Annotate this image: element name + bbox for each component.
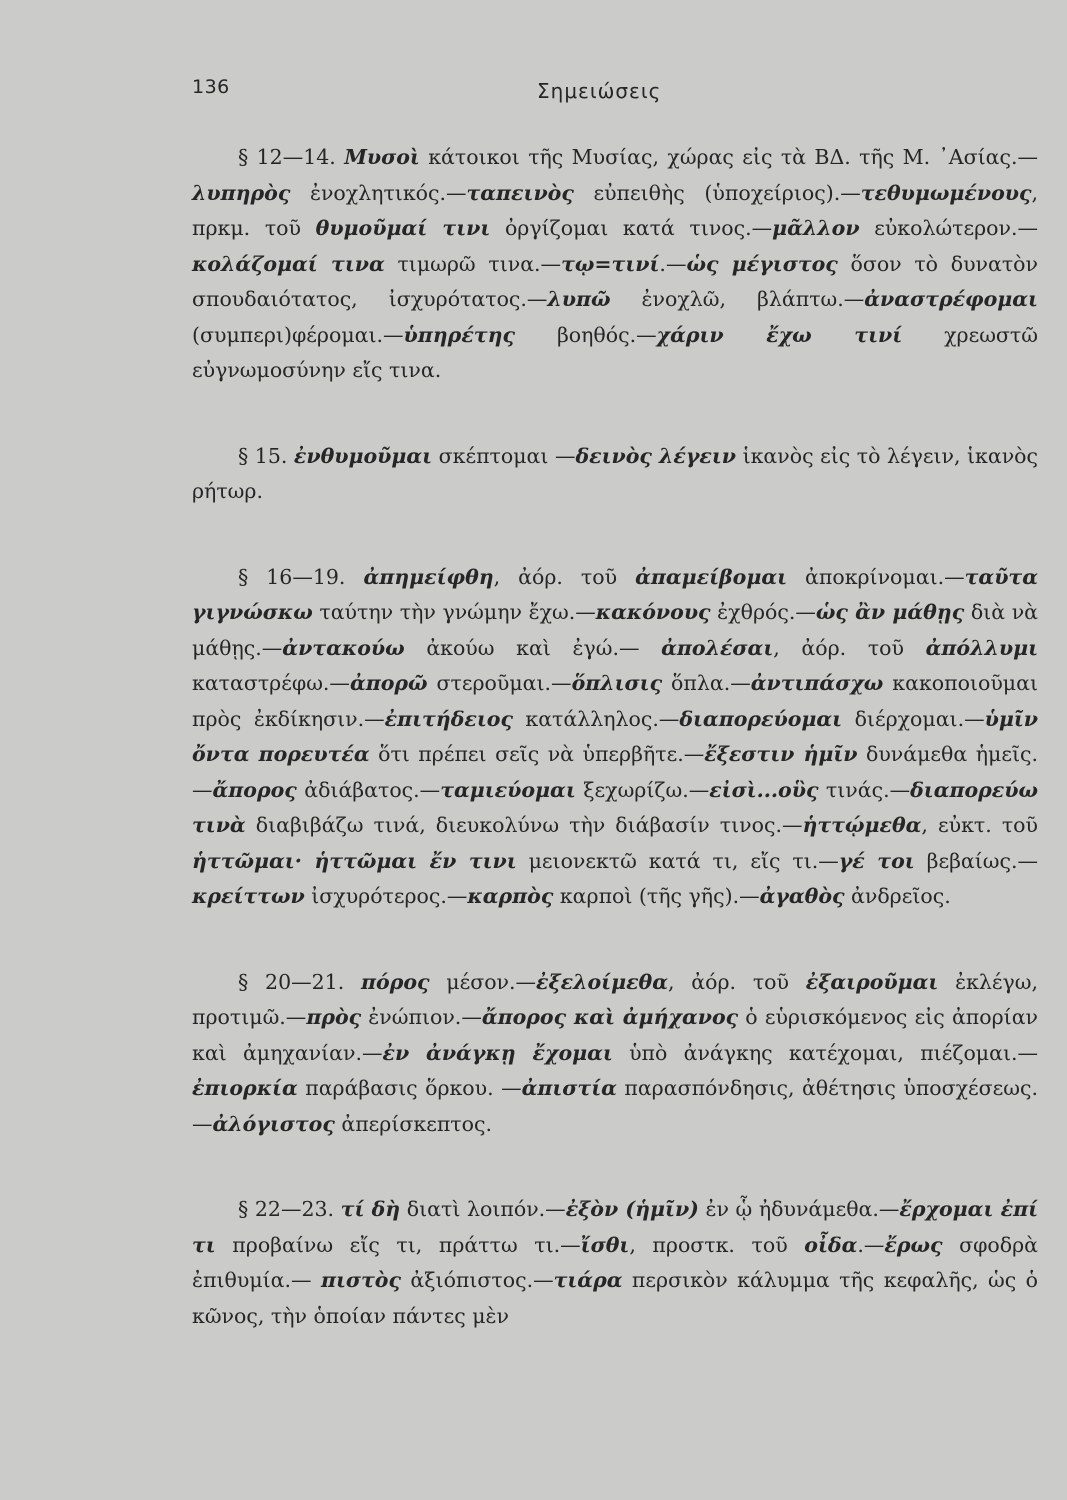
gloss-text: διὰ νὰ μάθῃς.—: [192, 600, 1038, 660]
gloss-text: ἐνώπιον.—: [361, 1005, 482, 1029]
gloss-text: , ἀόρ. τοῦ: [667, 969, 806, 994]
headword: διαπορεύω τινὰ: [192, 777, 1038, 837]
headword: ἀγαθὸς: [759, 884, 845, 908]
headword: κακόνους: [595, 600, 711, 624]
gloss-text: , ἀόρ. τοῦ: [773, 635, 926, 660]
headword: κρείττων: [192, 884, 305, 908]
gloss-text: .—: [857, 1232, 885, 1257]
headword: ὡς μέγιστος: [686, 251, 838, 276]
gloss-text: , ἀόρ. τοῦ: [493, 564, 636, 589]
gloss-text: ὅτι πρέπει σεῖς νὰ ὑπερβῆτε.—: [369, 742, 705, 766]
headword: ἔρως: [884, 1232, 943, 1257]
gloss-text: ἀπερίσκεπτος.: [334, 1111, 492, 1136]
headword: ἐν ἀνάγκῃ ἔχομαι: [382, 1040, 613, 1065]
headword: ἀντακούω: [282, 635, 405, 660]
headword: λυπῶ: [547, 287, 611, 311]
page-header: [192, 76, 1040, 106]
note-section-16-19: [192, 560, 1038, 915]
gloss-text: ὅπλα.—: [662, 671, 751, 695]
headword: μᾶλλον: [772, 216, 860, 240]
gloss-text: κάτοικοι τῆς Μυσίας, χώρας εἰς τὰ ΒΔ. τῆς Μ. ᾿Ασίας.—: [419, 145, 1038, 169]
gloss-text: κακοποιοῦμαι πρὸς ἐκδίκησιν.—: [192, 671, 1038, 731]
headword: ἀναστρέφομαι: [864, 287, 1038, 311]
headword: διαπορεύομαι: [679, 706, 843, 731]
running-title: Σημειώσεις: [537, 79, 662, 103]
gloss-text: παράβασις ὅρκου. —: [297, 1076, 522, 1100]
note-section-15: [192, 439, 1038, 510]
gloss-text: χρεωστῶ εὐγνωμοσύνην εἴς τινα.: [192, 322, 1038, 382]
headword: ἐξελοίμεθα: [536, 969, 668, 994]
headword: ἀπορῶ: [349, 671, 428, 695]
headword: ταπεινὸς: [466, 180, 574, 205]
page-number: 136: [192, 76, 230, 98]
gloss-text: σκέπτομαι —: [432, 443, 576, 468]
gloss-text: § 15.: [238, 443, 294, 468]
headword: ἐνθυμοῦμαι: [293, 443, 433, 468]
gloss-text: ἐν ᾧ ἠδυνάμεθα.—: [698, 1197, 900, 1221]
headword: ὑπηρέτης: [403, 322, 515, 347]
headword: ἡττῴμεθα: [802, 813, 922, 837]
gloss-text: βοηθός.—: [514, 322, 657, 347]
headword: ἄπορος καὶ ἀμήχανος: [481, 1005, 739, 1029]
gloss-text: ἐκλέγω, προτιμῶ.—: [192, 969, 1038, 1029]
gloss-text: βεβαίως.—: [914, 848, 1039, 873]
notes-body: [192, 140, 1038, 1384]
gloss-text: § 16—19.: [238, 564, 364, 589]
gloss-text: τινάς.—: [818, 777, 911, 802]
gloss-text: περσικὸν κάλυμμα τῆς κεφαλῆς, ὡς ὁ κῶνος, τὴν ὁποίαν πάντες μὲν: [192, 1268, 1038, 1328]
gloss-text: ἀξιόπιστος.—: [400, 1268, 554, 1292]
headword: ἀπιστία: [521, 1076, 617, 1100]
gloss-text: μειονεκτῶ κατά τι, εἴς τι.—: [516, 848, 839, 873]
gloss-text: ἱκανὸς εἰς τὸ λέγειν, ἱκανὸς ρήτωρ.: [192, 443, 1038, 503]
headword: ἡττῶμαι· ἡττῶμαι ἔν τινι: [192, 848, 517, 873]
gloss-text: καταστρέφω.—: [192, 671, 350, 695]
gloss-text: ἀδιάβατος.—: [296, 777, 441, 802]
gloss-text: § 20—21.: [238, 969, 362, 994]
gloss-text: διαβιβάζω τινά, διευκολύνω τὴν διάβασίν τινος.—: [245, 813, 803, 837]
gloss-text: εὐπειθὴς (ὑποχείριος).—: [573, 180, 861, 205]
gloss-text: ὀργίζομαι κατά τινος.—: [490, 216, 773, 240]
headword: ἐξὸν (ἡμῖν): [565, 1197, 699, 1221]
headword: θυμοῦμαί τινι: [315, 216, 491, 240]
headword: δεινὸς λέγειν: [575, 443, 737, 468]
gloss-text: ἀκούω καὶ ἐγώ.—: [404, 635, 662, 660]
headword: ὡς ἂν μάθῃς: [815, 600, 965, 624]
gloss-text: καρποὶ (τῆς γῆς).—: [553, 884, 760, 908]
gloss-text: ὅσον τὸ δυνατὸν σπουδαιότατος, ἰσχυρότατος.—: [192, 251, 1038, 311]
gloss-text: παρασπόνδησις, ἀθέτησις ὑποσχέσεως.—: [192, 1076, 1038, 1136]
gloss-text: στεροῦμαι.—: [427, 671, 572, 695]
headword: χάριν ἔχω τινί: [656, 322, 903, 347]
gloss-text: ἀποκρίνομαι.—: [787, 564, 965, 589]
headword: ἐπιτήδειος: [384, 706, 513, 731]
gloss-text: κατάλληλος.—: [512, 706, 680, 731]
headword: τιάρα: [553, 1268, 623, 1292]
headword: τί δὴ: [340, 1197, 401, 1221]
gloss-text: ταύτην τὴν γνώμην ἔχω.—: [312, 600, 596, 624]
gloss-text: ἰσχυρότερος.—: [304, 884, 468, 908]
headword: ταῦτα γιγνώσκω: [192, 564, 1038, 624]
gloss-text: ξεχωρίζω.—: [575, 777, 710, 802]
gloss-text: , εὐκτ. τοῦ: [921, 813, 1038, 837]
gloss-text: διέρχομαι.—: [842, 706, 985, 731]
headword: ἀντιπάσχω: [750, 671, 884, 695]
headword: Μυσοὶ: [344, 145, 420, 169]
headword: ἀπολέσαι: [661, 635, 774, 660]
headword: ἀπόλλυμι: [925, 635, 1038, 660]
headword: λυπηρὸς: [192, 180, 291, 205]
headword: κολάζομαί τινα: [192, 251, 385, 276]
headword: καρπὸς: [467, 884, 554, 908]
headword: εἰσὶ...οὓς: [709, 777, 819, 802]
headword: ὅπλισις: [571, 671, 663, 695]
note-section-12-14: [192, 140, 1038, 389]
headword: ἐξαιροῦμαι: [805, 969, 939, 994]
headword: οἶδα: [804, 1232, 858, 1257]
note-section-20-21: [192, 965, 1038, 1143]
headword: ἔξεστιν ἡμῖν: [704, 742, 858, 766]
headword: τῳ=τινί: [561, 251, 660, 276]
gloss-text: § 12—14.: [238, 145, 345, 169]
gloss-text: σφοδρὰ ἐπιθυμία.—: [192, 1232, 1039, 1292]
gloss-text: τιμωρῶ τινα.—: [384, 251, 562, 276]
gloss-text: διατὶ λοιπόν.—: [400, 1197, 566, 1221]
headword: πιστὸς: [320, 1268, 401, 1292]
gloss-text: (συμπερι)φέρομαι.—: [192, 322, 404, 347]
gloss-text: μέσον.—: [429, 969, 537, 994]
gloss-text: δυνάμεθα ἡμεῖς.—: [192, 742, 1038, 802]
headword: ταμιεύομαι: [440, 777, 576, 802]
gloss-text: § 22—23.: [238, 1197, 341, 1221]
headword: ἀλόγιστος: [212, 1111, 335, 1136]
note-section-22-23: [192, 1192, 1038, 1334]
gloss-text: ὑπὸ ἀνάγκης κατέχομαι, πιέζομαι.—: [612, 1040, 1039, 1065]
headword: γέ τοι: [838, 848, 915, 873]
gloss-text: ἐνοχλητικός.—: [290, 180, 467, 205]
gloss-text: , πρκμ. τοῦ: [192, 180, 1038, 240]
headword: ἄπορος: [212, 777, 297, 802]
gloss-text: ἀνδρεῖος.: [844, 884, 951, 908]
headword: ἴσθι: [580, 1232, 630, 1257]
gloss-text: εὐκολώτερον.—: [859, 216, 1038, 240]
gloss-text: .—: [659, 251, 687, 276]
gloss-text: ἐχθρός.—: [710, 600, 816, 624]
headword: ἔρχομαι ἐπί τι: [192, 1197, 1038, 1257]
headword: ἀπαμείβομαι: [635, 564, 788, 589]
headword: ἀπημείφθη: [363, 564, 494, 589]
headword: ἐπιορκία: [192, 1076, 298, 1100]
headword: τεθυμωμένους: [860, 180, 1032, 205]
gloss-text: ὁ εὑρισκόμενος εἰς ἀπορίαν καὶ ἀμηχανίαν.—: [192, 1005, 1039, 1065]
gloss-text: , προστκ. τοῦ: [629, 1232, 805, 1257]
headword: πόρος: [361, 969, 430, 994]
headword: ὑμῖν ὄντα πορευτέα: [192, 706, 1038, 766]
gloss-text: προβαίνω εἴς τι, πράττω τι.—: [215, 1232, 581, 1257]
headword: πρὸς: [306, 1005, 362, 1029]
gloss-text: ἐνοχλῶ, βλάπτω.—: [610, 287, 865, 311]
